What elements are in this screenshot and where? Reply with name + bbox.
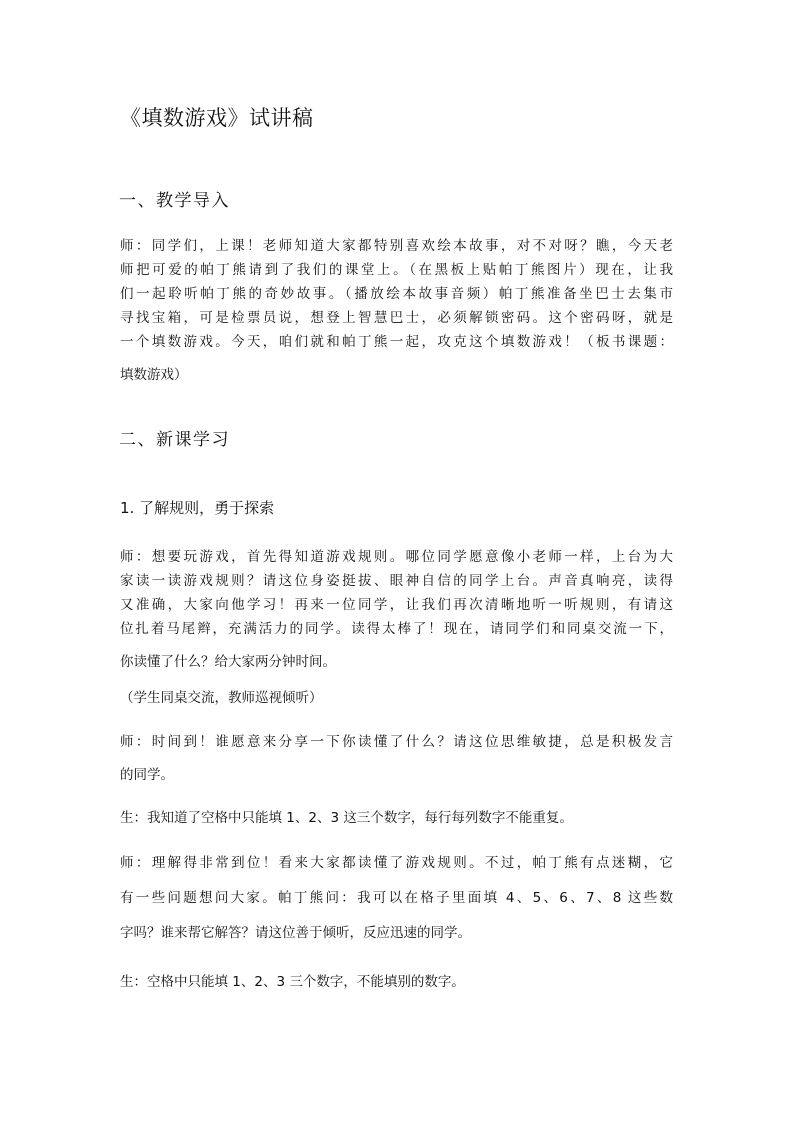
section-heading-new-lesson: 二、新课学习 bbox=[119, 430, 230, 450]
intro-paragraph bbox=[120, 234, 673, 387]
rules-paragraph bbox=[120, 545, 673, 674]
paragraph-line: 有一些问题想问大家。帕丁熊问：我可以在格子里面填 4、5、6、7、8 这些数 bbox=[120, 890, 673, 906]
paragraph-line: 你读懂了什么？给大家两分钟时间。 bbox=[120, 654, 336, 670]
student-answer-1: 生：我知道了空格中只能填 1、2、3 这三个数字，每行每列数字不能重复。 bbox=[120, 810, 573, 826]
teacher-followup-paragraph bbox=[120, 846, 673, 951]
paragraph-line: 的同学。 bbox=[120, 767, 174, 783]
paragraph-line: 又准确，大家向他学习！再来一位同学，让我们再次清晰地听一听规则，有请这 bbox=[120, 597, 673, 613]
paragraph-line: 字吗？谁来帮它解答？请这位善于倾听，反应迅速的同学。 bbox=[120, 925, 471, 941]
paragraph-line: 师：同学们，上课！老师知道大家都特别喜欢绘本故事，对不对呀？瞧，今天老 bbox=[120, 238, 673, 254]
document-title: 《填数游戏》试讲稿 bbox=[120, 106, 314, 130]
paragraph-line: 师：时间到！谁愿意来分享一下你读懂了什么？请这位思维敏捷，总是积极发言 bbox=[120, 734, 673, 750]
paragraph-line: 填数游戏） bbox=[120, 367, 188, 383]
paragraph-line: 们一起聆听帕丁熊的奇妙故事。（播放绘本故事音频）帕丁熊准备坐巴士去集市 bbox=[120, 286, 673, 302]
student-answer-2: 生：空格中只能填 1、2、3 三个数字，不能填别的数字。 bbox=[120, 974, 465, 990]
paragraph-line: 位扎着马尾辫，充满活力的同学。读得太棒了！现在，请同学们和同桌交流一下， bbox=[120, 621, 673, 637]
section-heading-intro: 一、教学导入 bbox=[119, 191, 230, 211]
paragraph-line: 师：想要玩游戏，首先得知道游戏规则。哪位同学愿意像小老师一样，上台为大 bbox=[120, 549, 673, 565]
paragraph-line: 家读一读游戏规则？请这位身姿挺拔、眼神自信的同学上台。声音真响亮，读得 bbox=[120, 573, 673, 589]
paragraph-line: 寻找宝箱，可是检票员说，想登上智慧巴士，必须解锁密码。这个密码呀，就是 bbox=[120, 310, 673, 326]
stage-direction: （学生同桌交流，教师巡视倾听） bbox=[120, 690, 323, 706]
paragraph-line: 师把可爱的帕丁熊请到了我们的课堂上。（在黑板上贴帕丁熊图片）现在，让我 bbox=[120, 262, 673, 278]
paragraph-line: 一个填数游戏。今天，咱们就和帕丁熊一起，攻克这个填数游戏！（板书课题： bbox=[120, 334, 673, 350]
teacher-question-paragraph bbox=[120, 726, 673, 792]
paragraph-line: 师：理解得非常到位！看来大家都读懂了游戏规则。不过，帕丁熊有点迷糊，它 bbox=[120, 855, 673, 871]
subsection-heading-rules: 1. 了解规则，勇于探索 bbox=[120, 499, 275, 517]
